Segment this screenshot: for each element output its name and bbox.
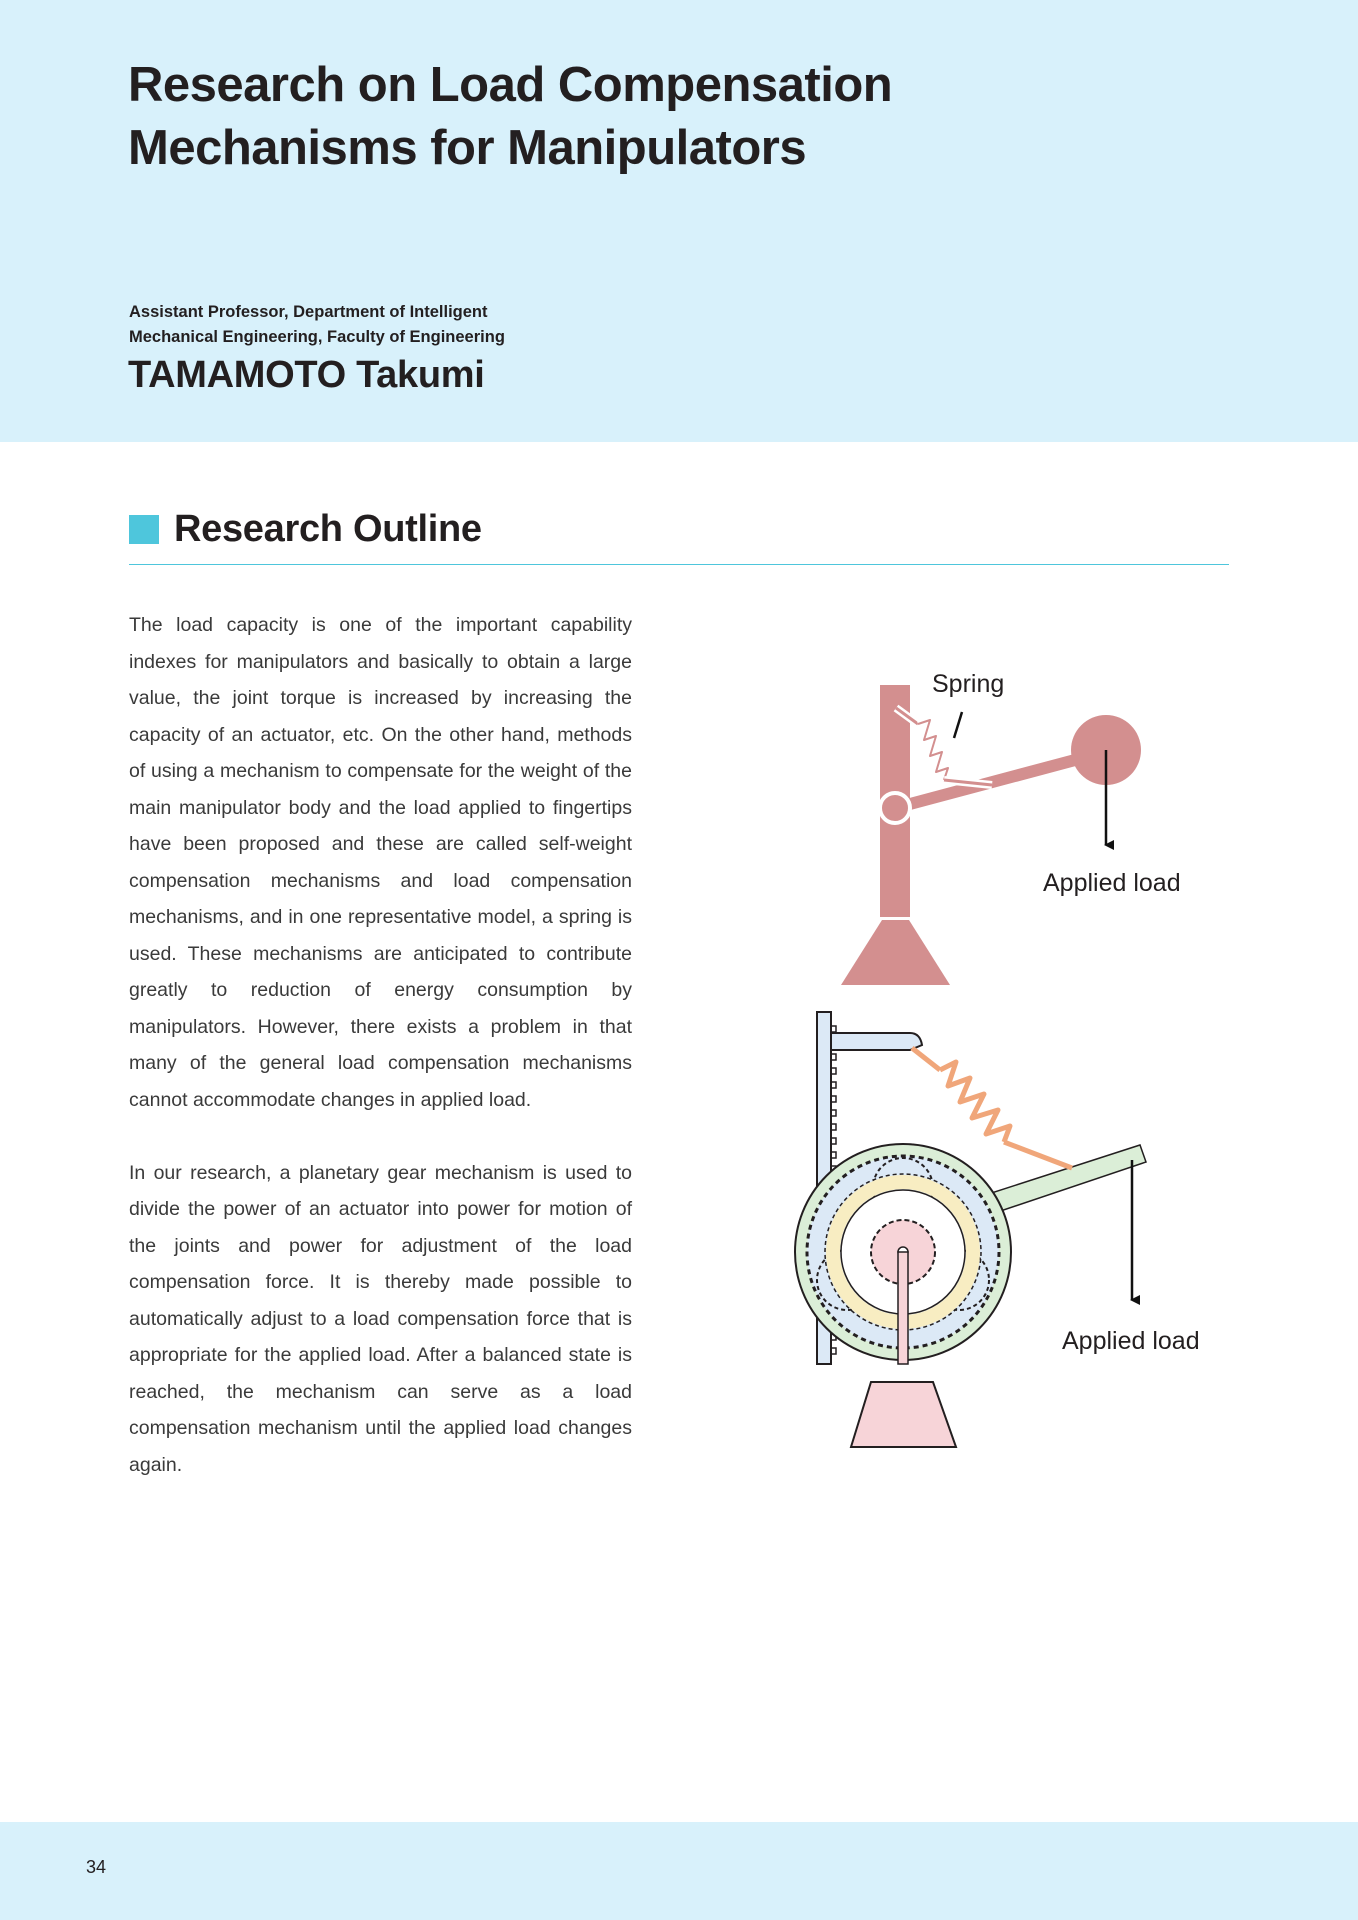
paragraph-2: In our research, a planetary gear mechanism is used to divide the power of an actuator into power for motion of the joints and power for adjustment of the load compensation force. It is thereby made possible to automatically adjust to a load compensation force that is appropriate for the applied load. After a balanced state is reached, the mechanism can serve as a load compensation mechanism until the applied load changes again. — [129, 1161, 632, 1476]
footer-band — [0, 1822, 1358, 1920]
author-affiliation — [129, 300, 629, 350]
section-divider — [129, 564, 1229, 565]
section-marker — [129, 515, 159, 544]
top-load-label: Applied load — [1043, 869, 1181, 897]
author-name: TAMAMOTO Takumi — [128, 354, 485, 396]
affiliation-line-2: Mechanical Engineering, Faculty of Engineering — [129, 328, 505, 346]
spring-leader-line — [954, 712, 962, 738]
orange-spring-coil — [940, 1062, 1010, 1142]
paragraph-1: The load capacity is one of the important capability indexes for manipulators and basically to obtain a large value, the joint torque is increased by increasing the capacity of an actuator, etc. On the other hand, methods of using a mechanism to compensate for the weight of the main manipulator body and the load applied to fingertips have been proposed and these are called self-weight compensation mechanisms and load compensation mechanisms, and in one representative model, a spring is used. These mechanisms are anticipated to contribute greatly to reduction of energy consumption by manipulators. However, there exists a problem in that many of the general load compensation mechanisms cannot accommodate changes in applied load. — [129, 614, 632, 1111]
affiliation-line-1: Assistant Professor, Department of Intelligent — [129, 303, 488, 321]
bottom-load-label: Applied load — [1062, 1327, 1200, 1355]
top-joint — [880, 793, 910, 823]
top-bracket — [831, 1033, 922, 1050]
spring-coil — [918, 720, 948, 780]
title-line-1: Research on Load Compensation — [128, 58, 893, 112]
spring-arm-diagram — [841, 670, 1181, 985]
page-title — [128, 54, 1028, 180]
orange-spring-rod-lower — [1004, 1142, 1072, 1168]
orange-spring-rod-upper — [912, 1048, 940, 1070]
planetary-gear-diagram — [795, 1012, 1200, 1447]
spring-label: Spring — [932, 670, 1005, 698]
gear-shaft — [898, 1252, 908, 1364]
top-base — [841, 920, 950, 985]
page-number: 34 — [86, 1857, 107, 1877]
mechanism-figure — [760, 640, 1240, 1460]
header-band — [0, 0, 1358, 442]
section-title: Research Outline — [174, 508, 482, 550]
gear-base — [851, 1382, 956, 1447]
body-text — [129, 607, 632, 1520]
mechanism-diagram — [760, 640, 1240, 1460]
title-line-2: Mechanisms for Manipulators — [128, 121, 807, 175]
